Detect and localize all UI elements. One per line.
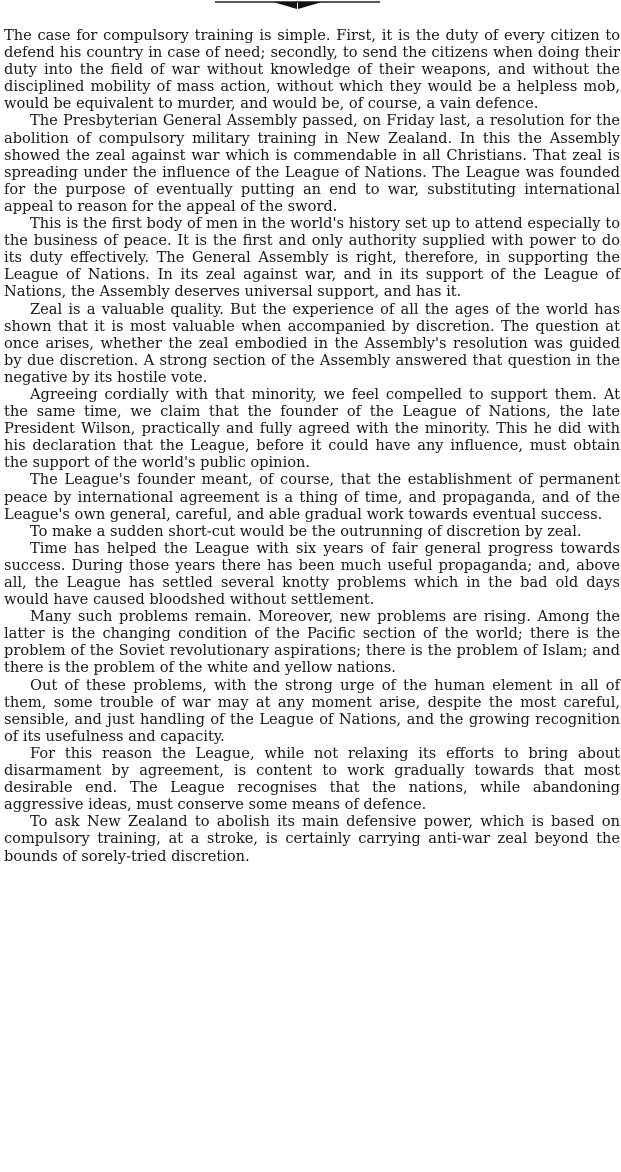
paragraph-6: The League's founder meant, of course, that the establishment of permanent peace by international agreement is a thing of time, and propaganda, and of the League's own general, careful, and able gradual work towards eventual success. (4, 471, 620, 523)
paragraph-11: For this reason the League, while not relaxing its efforts to bring about disarmament by agreement, is content to work gradually towards that most desirable end. The League recognises that the nations, while abandoning aggressive ideas, must conserve some means of defence. (4, 744, 620, 814)
paragraph-12: To ask New Zealand to abolish its main defensive power, which is based on compulsory training, at a stroke, is certainly carrying anti-war zeal beyond the bounds of sorely-tried discretion. (4, 813, 620, 865)
paragraph-1: The case for compulsory training is simple. First, it is the duty of every citizen to defend his country in case of need; secondly, to send the citizens when doing their duty into the field of war without knowledge of their weapons, and without the disciplined mobility of mass action, without which they would be a helpless mob, would be equivalent to murder, and would be, of course, a vain defence. (4, 27, 620, 113)
paragraph-9: Many such problems remain. Moreover, new problems are rising. Among the latter is the changing condition of the Pacific section of the world; there is the problem of the Soviet revolutionary aspirations; there is the problem of Islam; and there is the problem of the white and yellow nations. (4, 608, 620, 677)
paragraph-10: Out of these problems, with the strong urge of the human element in all of them, some trouble of war may at any moment arise, despite the most careful, sensible, and just handling of the League of Nations, and the growing recognition of its usefulness and capacity. (4, 676, 620, 745)
paragraph-7: To make a sudden short-cut would be the outrunning of discretion by zeal. (30, 522, 582, 540)
paragraph-8: Time has helped the League with six years of fair general progress towards success. During those years there has been much useful propaganda; and, above all, the League has settled several knotty problems which in the bad old days would have caused bloodshed without settlement. (4, 539, 620, 609)
paragraph-3: This is the first body of men in the world's history set up to attend especially to the business of peace. It is the first and only authority supplied with power to do its duty effectively. The General Assembly is right, therefore, in supporting the League of Nations. In its zeal against war, and in its support of the League of Nations, the Assembly deserves universal support, and has it. (4, 215, 620, 301)
paragraph-5: Agreeing cordially with that minority, we feel compelled to support them. At the same time, we claim that the founder of the League of Nations, the late President Wilson, practically and fully agreed with the minority. This he did with his declaration that the League, before it could have any influence, must obtain the support of the world's public opinion. (4, 385, 620, 472)
ornamental-rule (215, 0, 380, 12)
editorial-article (4, 27, 620, 865)
paragraph-4: Zeal is a valuable quality. But the experience of all the ages of the world has shown that it is most valuable when accompanied by discretion. The question at once arises, whether the zeal embodied in the Assembly's resolution was guided by due discretion. A strong section of the Assembly answered that question in the negative by its hostile vote. (4, 300, 620, 386)
paragraph-2: The Presbyterian General Assembly passed, on Friday last, a resolution for the abolition of compulsory military training in New Zealand. In this the Assembly showed the zeal against war which is commendable in all Christians. That zeal is spreading under the influence of the League of Nations. The League was founded for the purpose of eventually putting an end to war, substituting international appeal to reason for the appeal of the sword. (4, 112, 620, 215)
